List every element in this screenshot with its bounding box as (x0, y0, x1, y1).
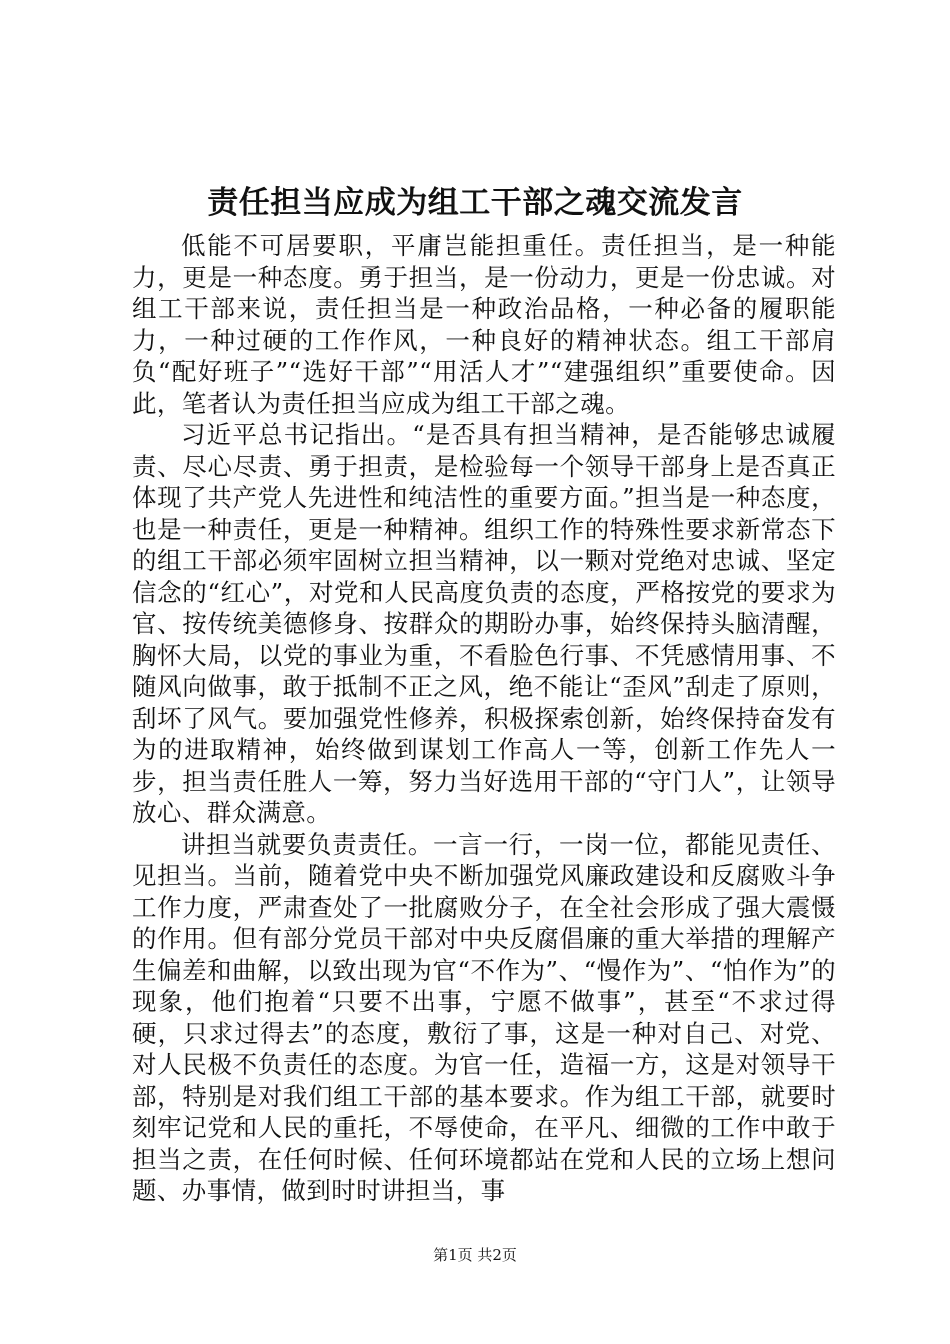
page-footer (0, 1245, 950, 1265)
document-title: 责任担当应成为组工干部之魂交流发言 (207, 185, 743, 221)
paragraph: 讲担当就要负责责任。一言一行，一岗一位，都能见责任、见担当。当前，随着党中央不断加强党风廉政建设和反腐败斗争工作力度，严肃查处了一批腐败分子，在全社会形成了强大震慑的作用。但有部分党员干部对中央反腐倡廉的重大举措的理解产生偏差和曲解，以致出现为官“不作为”、“慢作为”、“怕作为”的现象，他们抱着“只要不出事，宁愿不做事”，甚至“不求过得硬，只求过得去”的态度，敷衍了事，这是一种对自己、对党、对人民极不负责任的态度。为官一任，造福一方，这是对领导干部，特别是对我们组工干部的基本要求。作为组工干部，就要时刻牢记党和人民的重托，不辱使命，在平凡、细微的工作中敢于担当之责，在任何时候、任何环境都站在党和人民的立场上想问题、办事情，做到时时讲担当，事 (132, 829, 836, 1205)
page-number: 第1页 共2页 (433, 1246, 517, 1264)
document-body (132, 230, 836, 1207)
paragraph: 习近平总书记指出。“是否具有担当精神，是否能够忠诚履责、尽心尽责、勇于担责，是检验每一个领导干部身上是否真正体现了共产党人先进性和纯洁性的重要方面。”担当是一种态度，也是一种责任，更是一种精神。组织工作的特殊性要求新常态下的组工干部必须牢固树立担当精神，以一颗对党绝对忠诚、坚定信念的“红心”，对党和人民高度负责的态度，严格按党的要求为官、按传统美德修身、按群众的期盼办事，始终保持头脑清醒，胸怀大局，以党的事业为重，不看脸色行事、不凭感情用事、不随风向做事，敢于抵制不正之风，绝不能让“歪风”刮走了原则，刮坏了风气。要加强党性修养，积极探索创新，始终保持奋发有为的进取精神，始终做到谋划工作高人一等，创新工作先人一步，担当责任胜人一筹，努力当好选用干部的“守门人”，让领导放心、群众满意。 (132, 420, 836, 827)
paragraph: 低能不可居要职，平庸岂能担重任。责任担当，是一种能力，更是一种态度。勇于担当，是一份动力，更是一份忠诚。对组工干部来说，责任担当是一种政治品格，一种必备的履职能力，一种过硬的工作作风，一种良好的精神状态。组工干部肩负“配好班子”“选好干部”“用活人才”“建强组织”重要使命。因此，笔者认为责任担当应成为组工干部之魂。 (132, 231, 836, 418)
